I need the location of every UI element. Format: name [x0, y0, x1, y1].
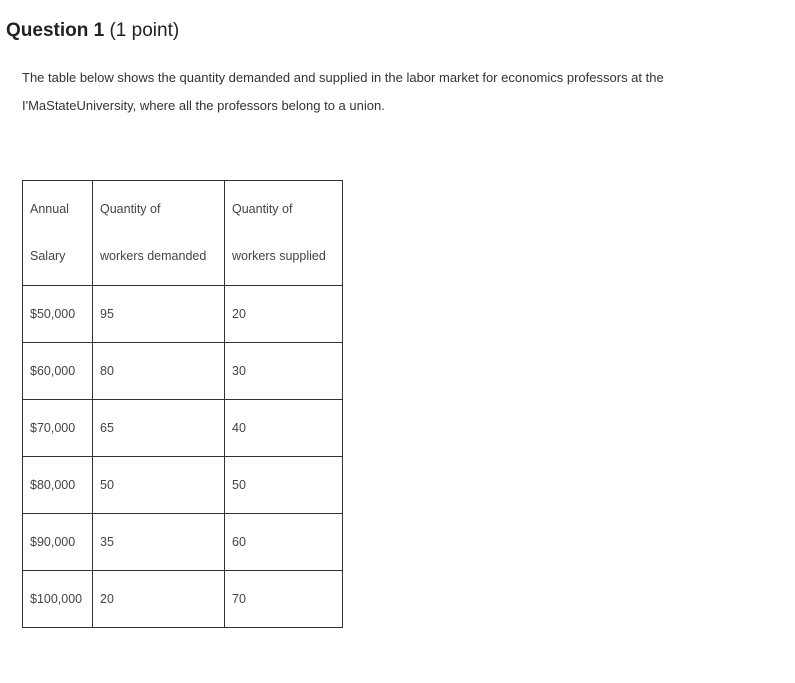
salary-cell: $50,000	[23, 286, 93, 343]
demanded-cell: 35	[93, 514, 225, 571]
salary-cell: $70,000	[23, 400, 93, 457]
supplied-cell: 30	[225, 343, 343, 400]
supplied-cell: 50	[225, 457, 343, 514]
supplied-cell: 70	[225, 571, 343, 628]
header-demanded-line-1: Quantity of	[100, 202, 161, 216]
prompt-line-1: The table below shows the quantity demanded and supplied in the labor market for economics professors at the	[22, 70, 664, 85]
supplied-cell: 60	[225, 514, 343, 571]
supplied-cell: 40	[225, 400, 343, 457]
table-header-row	[23, 181, 343, 286]
table-row	[23, 457, 343, 514]
header-cell-supplied	[225, 181, 343, 286]
salary-cell: $90,000	[23, 514, 93, 571]
salary-cell: $80,000	[23, 457, 93, 514]
salary-cell: $100,000	[23, 571, 93, 628]
table-row	[23, 286, 343, 343]
prompt-line-2: I'MaStateUniversity, where all the professors belong to a union.	[22, 98, 385, 113]
salary-cell: $60,000	[23, 343, 93, 400]
table-row	[23, 514, 343, 571]
demanded-cell: 50	[93, 457, 225, 514]
header-supplied-line-1: Quantity of	[232, 202, 293, 216]
table-row	[23, 571, 343, 628]
demanded-cell: 80	[93, 343, 225, 400]
header-salary-line-1: Annual	[30, 202, 69, 216]
header-salary-line-2: Salary	[30, 249, 66, 263]
labor-market-table	[22, 180, 343, 628]
header-cell-salary	[23, 181, 93, 286]
supplied-cell: 20	[225, 286, 343, 343]
header-cell-demanded	[93, 181, 225, 286]
demanded-cell: 65	[93, 400, 225, 457]
question-header	[6, 20, 179, 42]
question-prompt	[22, 64, 752, 120]
header-demanded-line-2: workers demanded	[100, 249, 207, 263]
question-title: Question 1	[6, 20, 105, 41]
demanded-cell: 95	[93, 286, 225, 343]
header-supplied-line-2: workers supplied	[232, 249, 326, 263]
table-row	[23, 343, 343, 400]
table-row	[23, 400, 343, 457]
question-points: (1 point)	[109, 20, 180, 41]
demanded-cell: 20	[93, 571, 225, 628]
